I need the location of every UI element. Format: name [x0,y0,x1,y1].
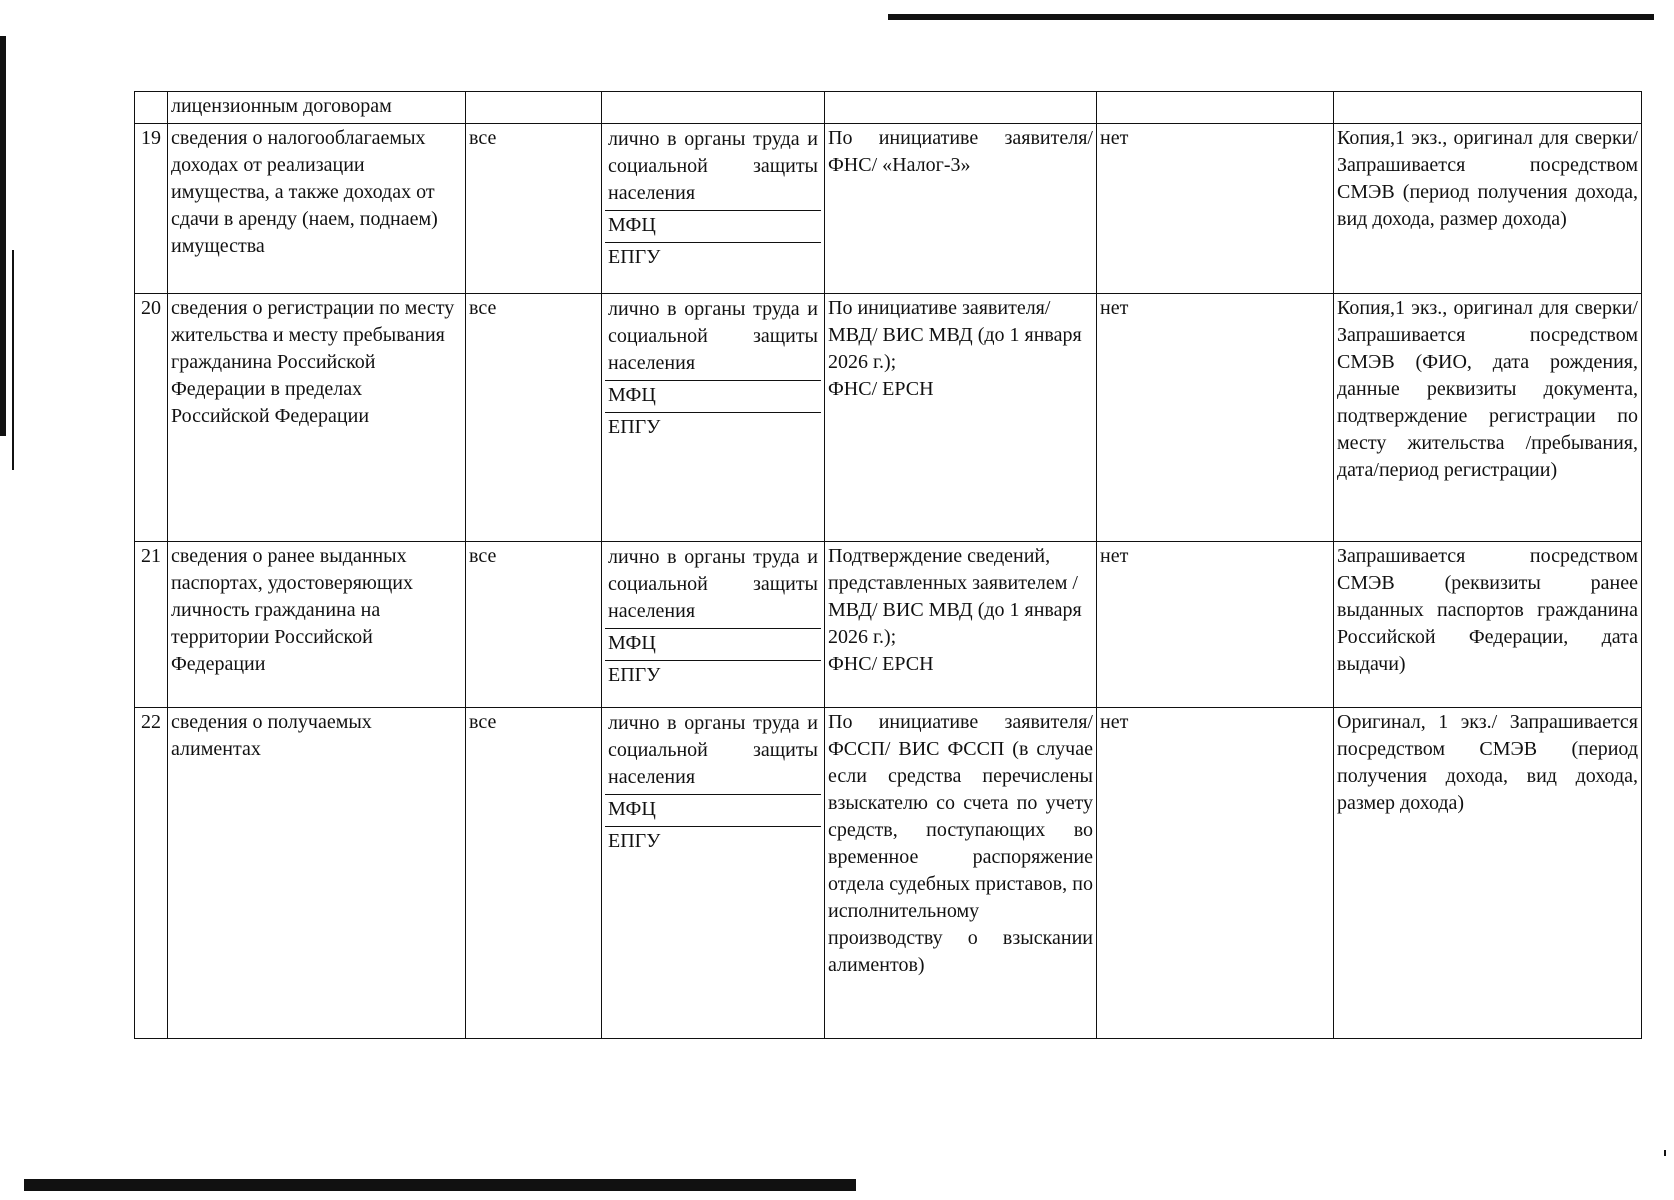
submission-method-mfc: МФЦ [605,380,821,412]
document-name-cell: сведения о получаемых алиментах [168,708,466,1039]
category-cell: все [466,124,602,294]
table-row [135,294,1642,542]
source-line: ФНС/ ЕРСН [828,653,934,675]
document-name-cell: сведения о регистрации по месту жительства и месту пребывания гражданина Российской Федерации в пределах Российской Федерации [168,294,466,542]
document-name-cell: сведения о налогооблагаемых доходах от реализации имущества, а также доходах от сдачи в аренду (наем, поднаем) имущества [168,124,466,294]
submission-cell [602,708,825,1039]
category-cell: все [466,542,602,708]
source-cell [825,124,1097,294]
submission-method-epgu: ЕПГУ [605,412,821,444]
row-number-cell: 21 [135,542,168,708]
submission-method-in-person: лично в органы труда и социальной защиты населения [608,546,818,622]
source-cell [825,708,1097,1039]
source-line: По инициативе заявителя/ ФССП/ ВИС ФССП (в случае если средства перечислены взыскателю со счета по учету средств, поступающих во временное распоряжение отдела судебных приставов, по исполнительному производству о взыскании алиментов) [828,711,1093,976]
required-cell: нет [1097,542,1334,708]
scan-speck [1664,1150,1666,1156]
scan-edge-left [0,36,6,436]
submission-method-mfc: МФЦ [605,210,821,242]
source-line: Подтверждение сведений, представленных заявителем / МВД/ ВИС МВД (до 1 января 2026 г.); [828,545,1082,648]
submission-cell [602,294,825,542]
submission-method-epgu: ЕПГУ [605,242,821,274]
source-cell [825,294,1097,542]
form-cell: Копия,1 экз., оригинал для сверки/ Запрашивается посредством СМЭВ (ФИО, дата рождения, данные реквизиты документа, подтверждение регистрации по месту жительства /пребывания, дата/период регистрации) [1334,294,1642,542]
submission-method-epgu: ЕПГУ [605,660,821,692]
scan-edge-top [888,14,1654,20]
submission-method-in-person: лично в органы труда и социальной защиты населения [608,298,818,374]
table-row [135,708,1642,1039]
row-number-cell: 20 [135,294,168,542]
submission-method-mfc: МФЦ [605,794,821,826]
row-number-cell [135,92,168,124]
table-row-continuation [135,92,1642,124]
form-cell: Оригинал, 1 экз./ Запрашивается посредством СМЭВ (период получения дохода, вид дохода, размер дохода) [1334,708,1642,1039]
table-row [135,542,1642,708]
category-cell: все [466,294,602,542]
required-cell: нет [1097,294,1334,542]
required-cell [1097,92,1334,124]
submission-cell [602,124,825,294]
category-cell: все [466,708,602,1039]
source-line: По инициативе заявителя/ МВД/ ВИС МВД (до 1 января 2026 г.); [828,297,1082,373]
submission-method-mfc: МФЦ [605,628,821,660]
source-cell [825,542,1097,708]
form-cell [1334,92,1642,124]
submission-method-in-person: лично в органы труда и социальной защиты населения [608,712,818,788]
scan-edge-left-thin [12,250,14,470]
form-cell: Запрашивается посредством СМЭВ (реквизиты ранее выданных паспортов гражданина Российской Федерации, дата выдачи) [1334,542,1642,708]
required-cell: нет [1097,708,1334,1039]
form-cell: Копия,1 экз., оригинал для сверки/ Запрашивается посредством СМЭВ (период получения дохода, вид дохода, размер дохода) [1334,124,1642,294]
required-cell: нет [1097,124,1334,294]
row-number-cell: 22 [135,708,168,1039]
document-name-cell: сведения о ранее выданных паспортах, удостоверяющих личность гражданина на территории Российской Федерации [168,542,466,708]
submission-method-in-person: лично в органы труда и социальной защиты населения [608,128,818,204]
documents-table [134,91,1642,1039]
scan-edge-bottom [24,1179,856,1191]
source-line: По инициативе заявителя/ ФНС/ «Налог-3» [828,127,1093,176]
source-line: ФНС/ ЕРСН [828,378,934,400]
table-row [135,124,1642,294]
submission-cell [602,92,825,124]
submission-cell [602,542,825,708]
document-name-cell: лицензионным договорам [168,92,466,124]
row-number-cell: 19 [135,124,168,294]
category-cell [466,92,602,124]
source-cell [825,92,1097,124]
submission-method-epgu: ЕПГУ [605,826,821,858]
